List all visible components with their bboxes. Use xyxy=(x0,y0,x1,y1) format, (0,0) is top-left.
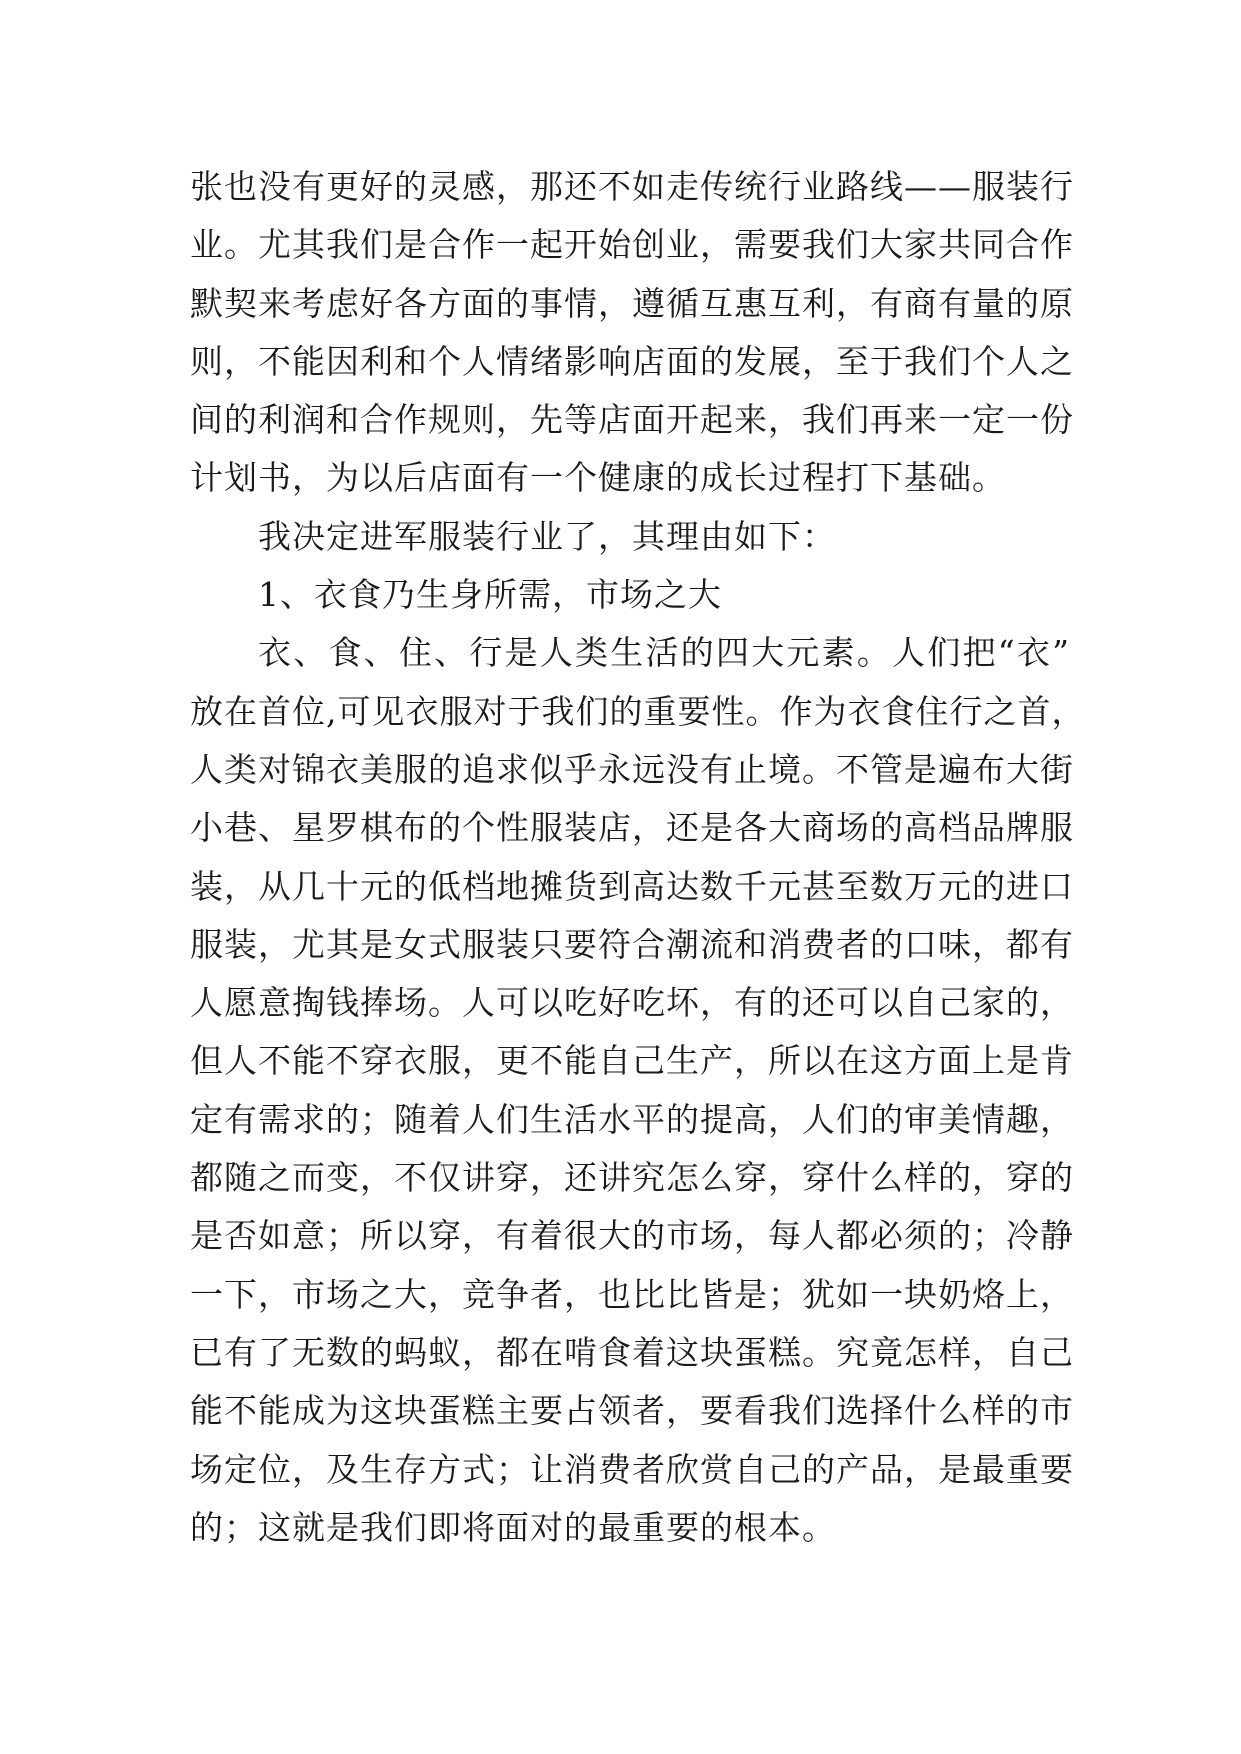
section-heading: 1、衣食乃生身所需，市场之大 xyxy=(258,575,722,615)
body-text xyxy=(190,158,1086,1557)
text-line: 定有需求的；随着人们生活水平的提高，人们的审美情趣， xyxy=(190,1099,1074,1139)
text-line: 业。尤其我们是合作一起开始创业，需要我们大家共同合作 xyxy=(190,225,1074,265)
text-line: 的；这就是我们即将面对的最重要的根本。 xyxy=(190,1507,836,1547)
text-line: 放在首位,可见衣服对于我们的重要性。作为衣食住行之首， xyxy=(190,691,1086,731)
text-line: 人愿意掏钱捧场。人可以吃好吃坏，有的还可以自己家的， xyxy=(190,983,1074,1023)
text-line: 装，从几十元的低档地摊货到高达数千元甚至数万元的进口 xyxy=(190,866,1074,906)
text-line: 是否如意；所以穿，有着很大的市场，每人都必须的；冷静 xyxy=(190,1216,1074,1256)
text-line: 小巷、星罗棋布的个性服装店，还是各大商场的高档品牌服 xyxy=(190,808,1074,848)
text-line: 但人不能不穿衣服，更不能自己生产，所以在这方面上是肯 xyxy=(190,1041,1074,1081)
text-line: 我决定进军服装行业了，其理由如下： xyxy=(258,516,836,556)
text-line: 衣、食、住、行是人类生活的四大元素。人们把“衣” xyxy=(258,633,1070,673)
text-line: 场定位，及生存方式；让消费者欣赏自己的产品，是最重要 xyxy=(190,1449,1074,1489)
text-line: 一下，市场之大，竞争者，也比比皆是；犹如一块奶烙上， xyxy=(190,1274,1074,1314)
text-line: 都随之而变，不仅讲穿，还讲究怎么穿，穿什么样的，穿的 xyxy=(190,1158,1074,1198)
text-line: 已有了无数的蚂蚁，都在啃食着这块蛋糕。究竟怎样，自己 xyxy=(190,1332,1074,1372)
text-line: 则，不能因利和个人情绪影响店面的发展，至于我们个人之 xyxy=(190,341,1074,381)
text-line: 服装，尤其是女式服装只要符合潮流和消费者的口味，都有 xyxy=(190,924,1074,964)
text-line: 人类对锦衣美服的追求似乎永远没有止境。不管是遍布大街 xyxy=(190,749,1074,789)
text-line: 默契来考虑好各方面的事情，遵循互惠互利，有商有量的原 xyxy=(190,283,1074,323)
text-line: 张也没有更好的灵感，那还不如走传统行业路线——服装行 xyxy=(190,167,1074,206)
text-line: 间的利润和合作规则，先等店面开起来，我们再来一定一份 xyxy=(190,400,1074,440)
text-line: 计划书，为以后店面有一个健康的成长过程打下基础。 xyxy=(190,458,1006,498)
text-line: 能不能成为这块蛋糕主要占领者，要看我们选择什么样的市 xyxy=(190,1391,1074,1431)
